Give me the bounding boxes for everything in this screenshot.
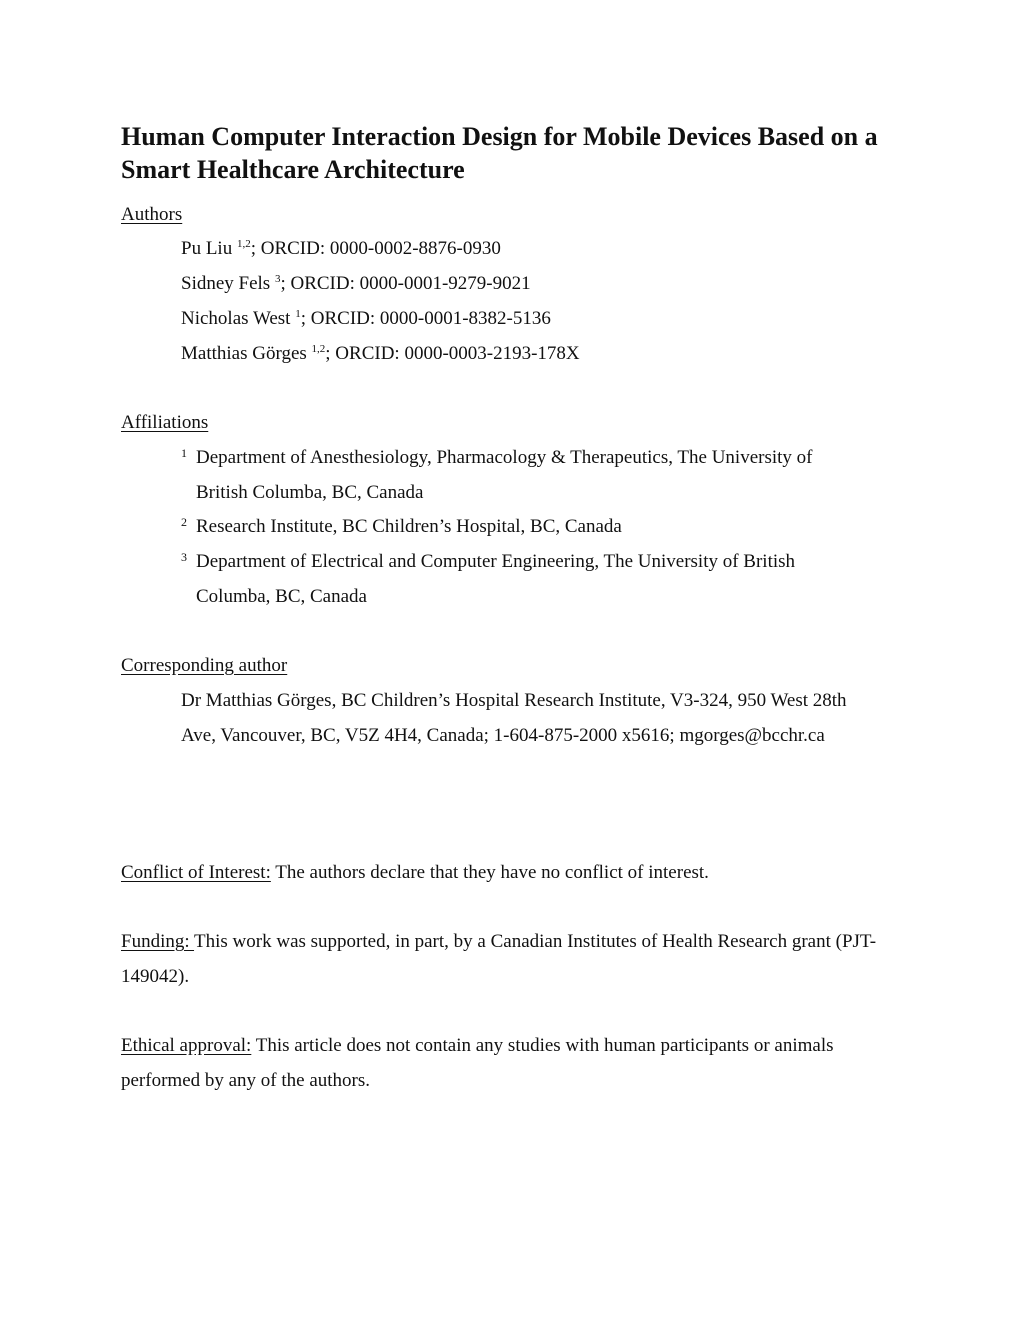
funding-statement xyxy=(121,924,901,994)
affiliation-number: 3 xyxy=(181,550,187,564)
affiliation-text: Columba, BC, Canada xyxy=(196,586,367,607)
authors-heading: Authors xyxy=(121,204,183,225)
author-affiliation-sup: 1,2 xyxy=(236,238,251,250)
author-orcid: ; ORCID: 0000-0003-2193-178X xyxy=(325,343,580,364)
affiliation-text: Department of Electrical and Computer Engineering, The University of British xyxy=(196,551,796,572)
author-affiliation-sup: 1 xyxy=(295,308,301,320)
author-name: Sidney Fels xyxy=(181,273,271,294)
corresponding-address: Dr Matthias Görges, BC Children’s Hospital Research Institute, V3-324, 950 West 28th xyxy=(181,690,847,711)
conflict-label: Conflict of Interest: xyxy=(121,862,271,883)
author-name: Matthias Görges xyxy=(181,343,307,364)
affiliation-text: Department of Anesthesiology, Pharmacology & Therapeutics, The University of xyxy=(196,447,813,468)
affiliation-text: British Columba, BC, Canada xyxy=(196,482,424,503)
author-line xyxy=(181,237,501,261)
paper-title: Human Computer Interaction Design for Mobile Devices Based on a Smart Healthcare Architecture xyxy=(121,122,878,184)
conflict-statement xyxy=(121,855,901,890)
affiliation-number: 1 xyxy=(181,446,187,460)
author-line xyxy=(181,307,551,331)
ethics-label: Ethical approval: xyxy=(121,1035,252,1056)
author-name: Nicholas West xyxy=(181,308,291,329)
author-orcid: ; ORCID: 0000-0001-8382-5136 xyxy=(300,308,551,329)
corresponding-heading: Corresponding author xyxy=(121,655,288,676)
affiliation-number: 2 xyxy=(181,515,187,529)
author-name: Pu Liu xyxy=(181,238,233,259)
ethics-text: This article does not contain any studies with human participants or animals performed by any of the authors. xyxy=(121,1035,834,1091)
author-line xyxy=(181,342,580,366)
author-orcid: ; ORCID: 0000-0001-9279-9021 xyxy=(280,273,531,294)
author-line xyxy=(181,272,531,296)
funding-text: This work was supported, in part, by a Canadian Institutes of Health Research grant (PJT-149042). xyxy=(121,931,877,987)
ethics-statement xyxy=(121,1028,901,1098)
affiliations-heading: Affiliations xyxy=(121,412,209,433)
author-orcid: ; ORCID: 0000-0002-8876-0930 xyxy=(250,238,501,259)
affiliation-text: Research Institute, BC Children’s Hospital, BC, Canada xyxy=(196,516,622,537)
corresponding-contact: Ave, Vancouver, BC, V5Z 4H4, Canada; 1-604-875-2000 x5616; mgorges@bcchr.ca xyxy=(181,725,825,746)
author-affiliation-sup: 1,2 xyxy=(311,343,326,355)
author-affiliation-sup: 3 xyxy=(274,273,281,285)
funding-label: Funding: xyxy=(121,931,195,952)
conflict-text: The authors declare that they have no conflict of interest. xyxy=(270,862,709,883)
